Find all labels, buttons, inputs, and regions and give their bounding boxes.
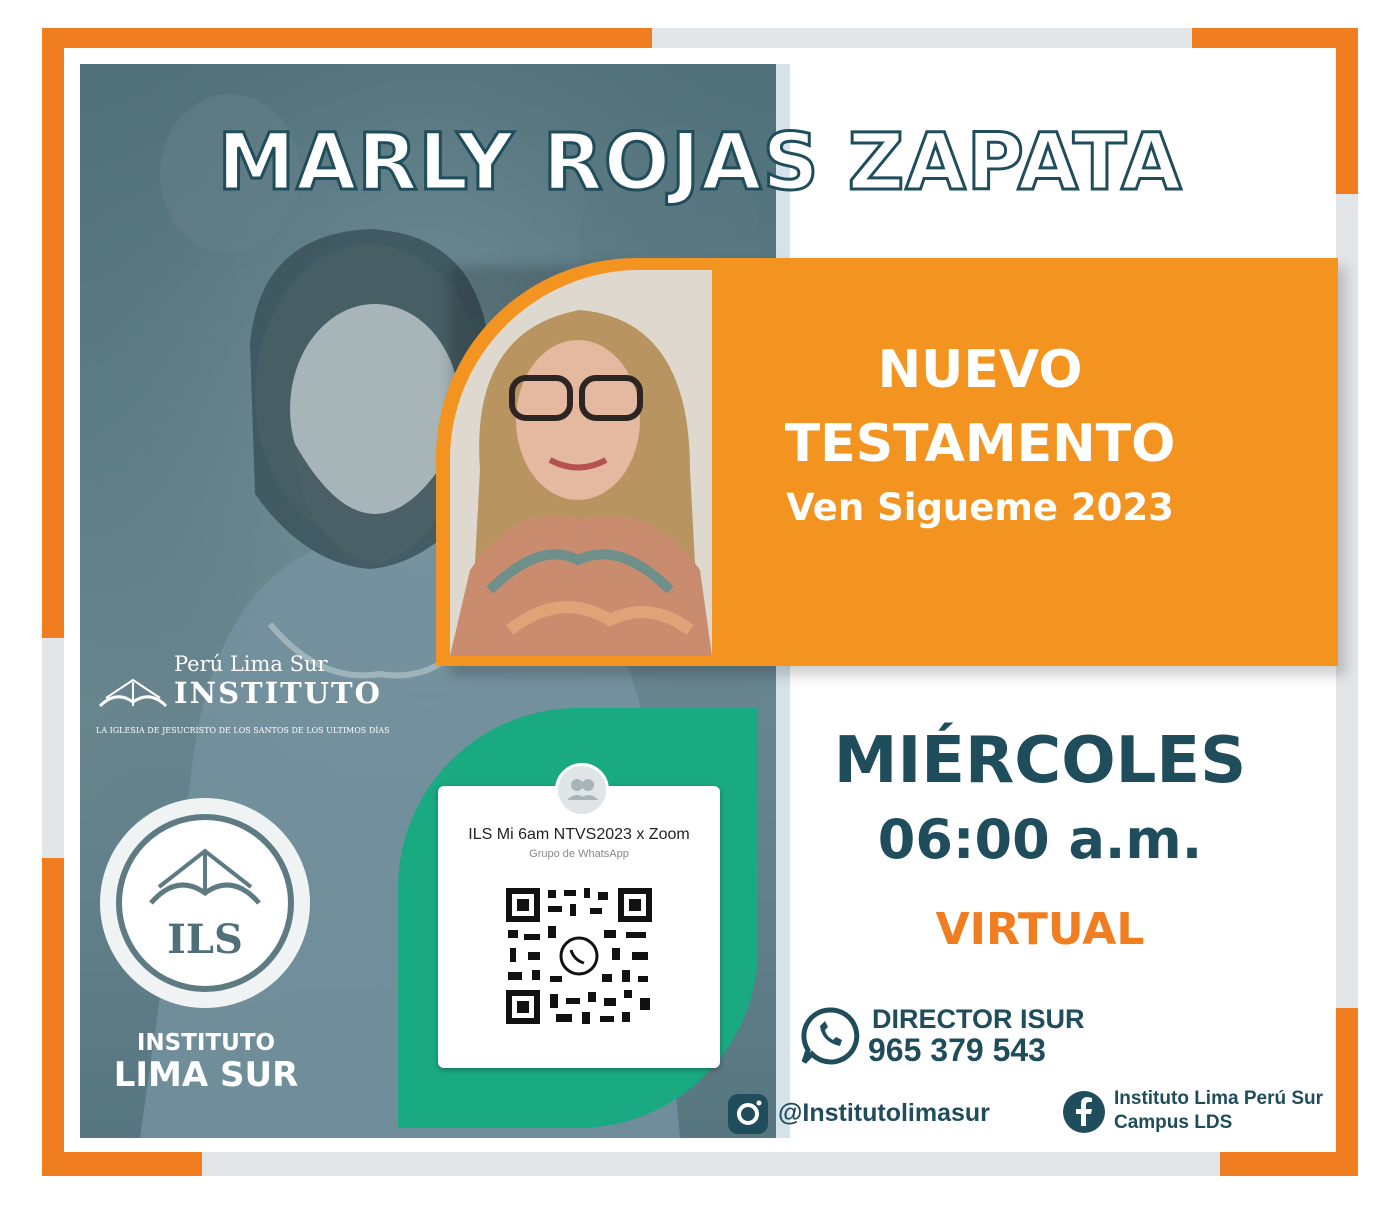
speaker-name: MARLY ROJAS ZAPATA bbox=[217, 118, 1183, 208]
contact-label: DIRECTOR ISUR bbox=[872, 1004, 1085, 1034]
frame-accent-top-left bbox=[42, 28, 652, 48]
instituto-logo bbox=[96, 652, 416, 742]
logo-line2: INSTITUTO bbox=[174, 676, 382, 710]
ils-emblem-text: ILS bbox=[167, 916, 243, 963]
schedule-day: MIÉRCOLES bbox=[833, 724, 1247, 798]
ils-line1: INSTITUTO bbox=[136, 1030, 276, 1056]
group-icon bbox=[555, 763, 609, 817]
instagram-icon[interactable] bbox=[726, 1092, 770, 1136]
qr-group-name: ILS Mi 6am NTVS2023 x Zoom bbox=[468, 826, 690, 843]
contact-phone[interactable]: 965 379 543 bbox=[868, 1032, 1046, 1068]
frame-accent-bottom-right bbox=[1220, 1152, 1358, 1176]
frame-accent-bottom-left bbox=[42, 1152, 202, 1176]
whatsapp-icon bbox=[800, 1006, 860, 1066]
schedule-time: 06:00 a.m. bbox=[877, 808, 1203, 871]
course-line2: TESTAMENTO bbox=[784, 414, 1176, 474]
instagram-handle[interactable]: @Institutolimasur bbox=[778, 1099, 990, 1127]
logo-line3: LA IGLESIA DE JESUCRISTO DE LOS SANTOS DE LOS ULTIMOS DÍAS bbox=[96, 726, 390, 735]
qr-group-type: Grupo de WhatsApp bbox=[529, 848, 629, 860]
course-line1: NUEVO bbox=[877, 340, 1083, 400]
ils-line2: LIMA SUR bbox=[113, 1055, 299, 1095]
logo-line1: Perú Lima Sur bbox=[174, 652, 328, 676]
facebook-icon[interactable] bbox=[1062, 1090, 1106, 1134]
facebook-line1[interactable]: Instituto Lima Perú Sur bbox=[1114, 1088, 1324, 1109]
qr-code[interactable] bbox=[504, 886, 654, 1026]
open-book-icon bbox=[96, 676, 170, 712]
frame-accent-left-bottom bbox=[42, 858, 64, 1176]
qr-card[interactable] bbox=[438, 786, 720, 1068]
open-book-icon bbox=[145, 843, 265, 913]
course-line3: Ven Sigueme 2023 bbox=[786, 486, 1174, 529]
frame-accent-right-bottom bbox=[1336, 1008, 1358, 1176]
ils-seal bbox=[100, 798, 310, 1008]
facebook-line2[interactable]: Campus LDS bbox=[1114, 1112, 1233, 1133]
frame-accent-top-right bbox=[1192, 28, 1358, 48]
schedule-mode: VIRTUAL bbox=[935, 904, 1145, 955]
